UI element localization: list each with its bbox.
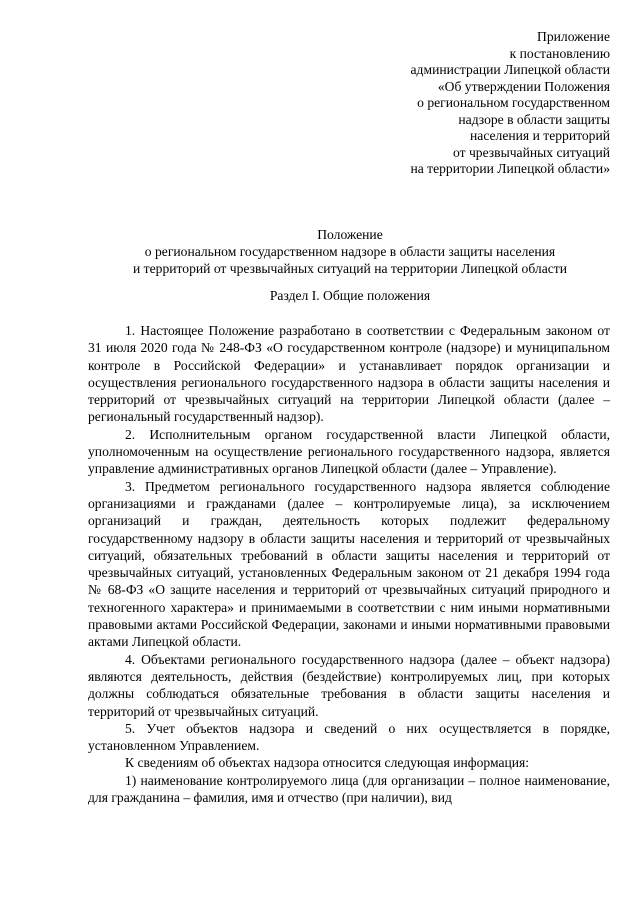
section-heading: Раздел I. Общие положения xyxy=(269,288,431,303)
appendix-line: на территории Липецкой области» xyxy=(410,161,610,176)
appendix-line: «Об утверждении Положения xyxy=(437,78,610,94)
appendix-line: Приложение xyxy=(537,29,610,44)
document-title xyxy=(60,226,640,277)
title-line: и территорий от чрезвычайных ситуаций на территории Липецкой области xyxy=(133,261,567,276)
paragraph-4: 4. Объектами регионального государственного надзора (далее – объект надзора) являются деятельность, действия (бездействие) контролируемых лиц, при которых должны соблюдаться обязательные требования в области защиты населения и территорий от чрезвычайных ситуаций. xyxy=(88,651,610,719)
appendix-line: надзоре в области защиты xyxy=(458,111,610,127)
paragraph-3: 3. Предметом регионального государственного надзора является соблюдение организациями и гражданами (далее – контролируемые лица), за исключением организаций и граждан, деятельность которых подлежит федеральному государственному надзору в области защиты населения и территорий от чрезвычайных ситуаций, обязательных требований в области защиты населения и территорий от чрезвычайных ситуаций, установленных Федеральным законом от 21 декабря 1994 года № 68-ФЗ «О защите населения и территорий от чрезвычайных ситуаций природного и техногенного характера» и принимаемыми в соответствии с ним иными нормативными правовыми актами Российской Федерации, законами и иными нормативными правовыми актами Липецкой области. xyxy=(88,478,610,650)
appendix-line: о региональном государственном xyxy=(417,95,610,110)
paragraph-7: 1) наименование контролируемого лица (для организации – полное наименование, для гражданина – фамилия, имя и отчество (при наличии), вид xyxy=(88,772,610,806)
appendix-line: населения и территорий xyxy=(470,128,610,143)
appendix-line: от чрезвычайных ситуаций xyxy=(452,144,610,160)
paragraph-6: К сведениям об объектах надзора относится следующая информация: xyxy=(125,755,530,771)
appendix-line: к постановлению xyxy=(509,45,610,61)
title-line: о региональном государственном надзоре в области защиты населения xyxy=(144,244,556,259)
title-line: Положение xyxy=(317,227,383,242)
appendix-header xyxy=(310,29,610,178)
paragraph-5: 5. Учет объектов надзора и сведений о них осуществляется в порядке, установленном Управлением. xyxy=(88,720,610,754)
paragraph-1: 1. Настоящее Положение разработано в соответствии с Федеральным законом от 31 июля 2020 года № 248-ФЗ «О государственном контроле (надзоре) и муниципальном контроле в Российской Федерации» и устанавливает порядок организации и осуществления регионального государственного надзора в области защиты населения и территорий от чрезвычайных ситуаций на территории Липецкой области (далее – региональный государственный надзор). xyxy=(88,323,610,425)
appendix-line: администрации Липецкой области xyxy=(410,62,610,77)
document-body xyxy=(88,322,610,806)
paragraph-2: 2. Исполнительным органом государственной власти Липецкой области, уполномоченным на осуществление регионального государственного надзора, является управление административных органов Липецкой области (далее – Управление). xyxy=(88,426,610,477)
